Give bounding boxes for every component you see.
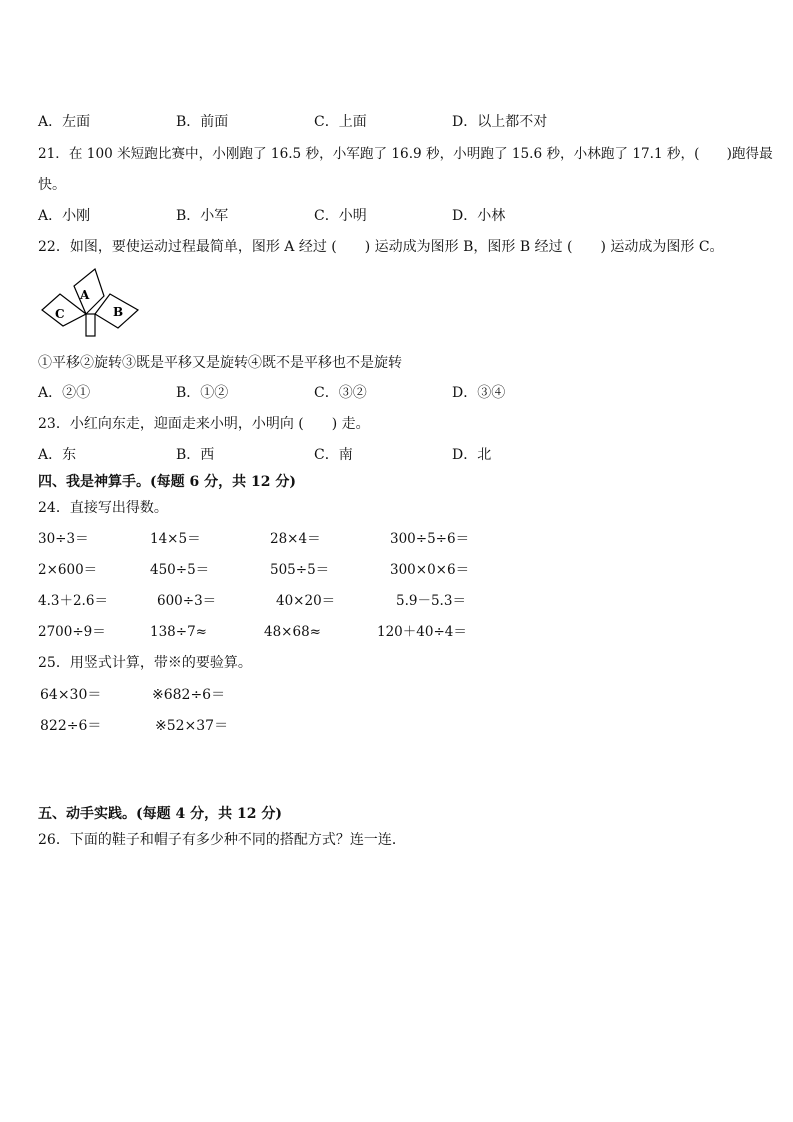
q23-question: 23．小红向东走，迎面走来小明，小明向 ( ) 走。 [38,416,370,432]
q25-item: ※52×37＝ [155,718,229,734]
q26-question: 26．下面的鞋子和帽子有多少种不同的搭配方式？连一连． [38,832,406,848]
figure-label-a: A [80,288,90,302]
q21-option-a: A．小刚 [38,208,91,224]
q22-figure [38,266,144,342]
q24-item: 2×600＝ [38,562,98,578]
q20-option-c: C．上面 [314,114,367,130]
q24-item: 600÷3＝ [157,593,217,609]
q22-question: 22．如图，要使运动过程最简单，图形 A 经过 ( ) 运动成为图形 B，图形 B 经过 ( ) 运动成为图形 C。 [38,239,724,255]
q21-option-d: D．小林 [452,208,506,224]
q21-question-line1: 21．在 100 米短跑比赛中，小刚跑了 16.5 秒，小军跑了 16.9 秒，小明跑了 15.6 秒，小林跑了 17.1 秒，( )跑得最 [38,146,773,162]
q22-option-c: C．③② [314,385,367,401]
q24-item: 120＋40÷4＝ [377,624,467,640]
q24-item: 48×68≈ [264,624,321,640]
q23-option-a: A．东 [38,447,77,463]
q23-option-c: C．南 [314,447,353,463]
q24-item: 14×5＝ [150,531,201,547]
q22-choices-line: ①平移②旋转③既是平移又是旋转④既不是平移也不是旋转 [38,355,402,371]
q22-option-b: B．①② [176,385,229,401]
q24-item: 4.3＋2.6＝ [38,593,108,609]
q24-item: 450÷5＝ [150,562,210,578]
section-5-heading: 五、动手实践。(每题 4 分，共 12 分) [38,806,282,822]
q25-question: 25．用竖式计算，带※的要验算。 [38,655,252,671]
q25-item: 822÷6＝ [40,718,102,734]
q25-item: 64×30＝ [40,687,102,703]
q23-option-d: D．北 [452,447,492,463]
q24-item: 40×20＝ [276,593,336,609]
q24-item: 2700÷9＝ [38,624,106,640]
q24-item: 300×0×6＝ [390,562,470,578]
q21-option-c: C．小明 [314,208,367,224]
q23-option-b: B．西 [176,447,215,463]
q20-option-b: B．前面 [176,114,229,130]
q21-option-b: B．小军 [176,208,229,224]
q24-item: 28×4＝ [270,531,321,547]
q20-option-d: D．以上都不对 [452,114,548,130]
figure-label-b: B [113,305,124,319]
figure-rectangle [86,314,95,336]
q24-item: 5.9－5.3＝ [396,593,466,609]
section-4-heading: 四、我是神算手。(每题 6 分，共 12 分) [38,474,296,490]
q20-option-a: A．左面 [38,114,91,130]
q22-option-d: D．③④ [452,385,506,401]
q25-item: ※682÷6＝ [152,687,226,703]
figure-label-c: C [55,307,65,321]
q22-option-a: A．②① [38,385,91,401]
q24-question: 24．直接写出得数。 [38,500,168,516]
q24-item: 505÷5＝ [270,562,330,578]
q24-item: 300÷5÷6＝ [390,531,470,547]
q24-item: 138÷7≈ [150,624,207,640]
q21-question-line2: 快。 [38,177,66,193]
q24-item: 30÷3＝ [38,531,89,547]
